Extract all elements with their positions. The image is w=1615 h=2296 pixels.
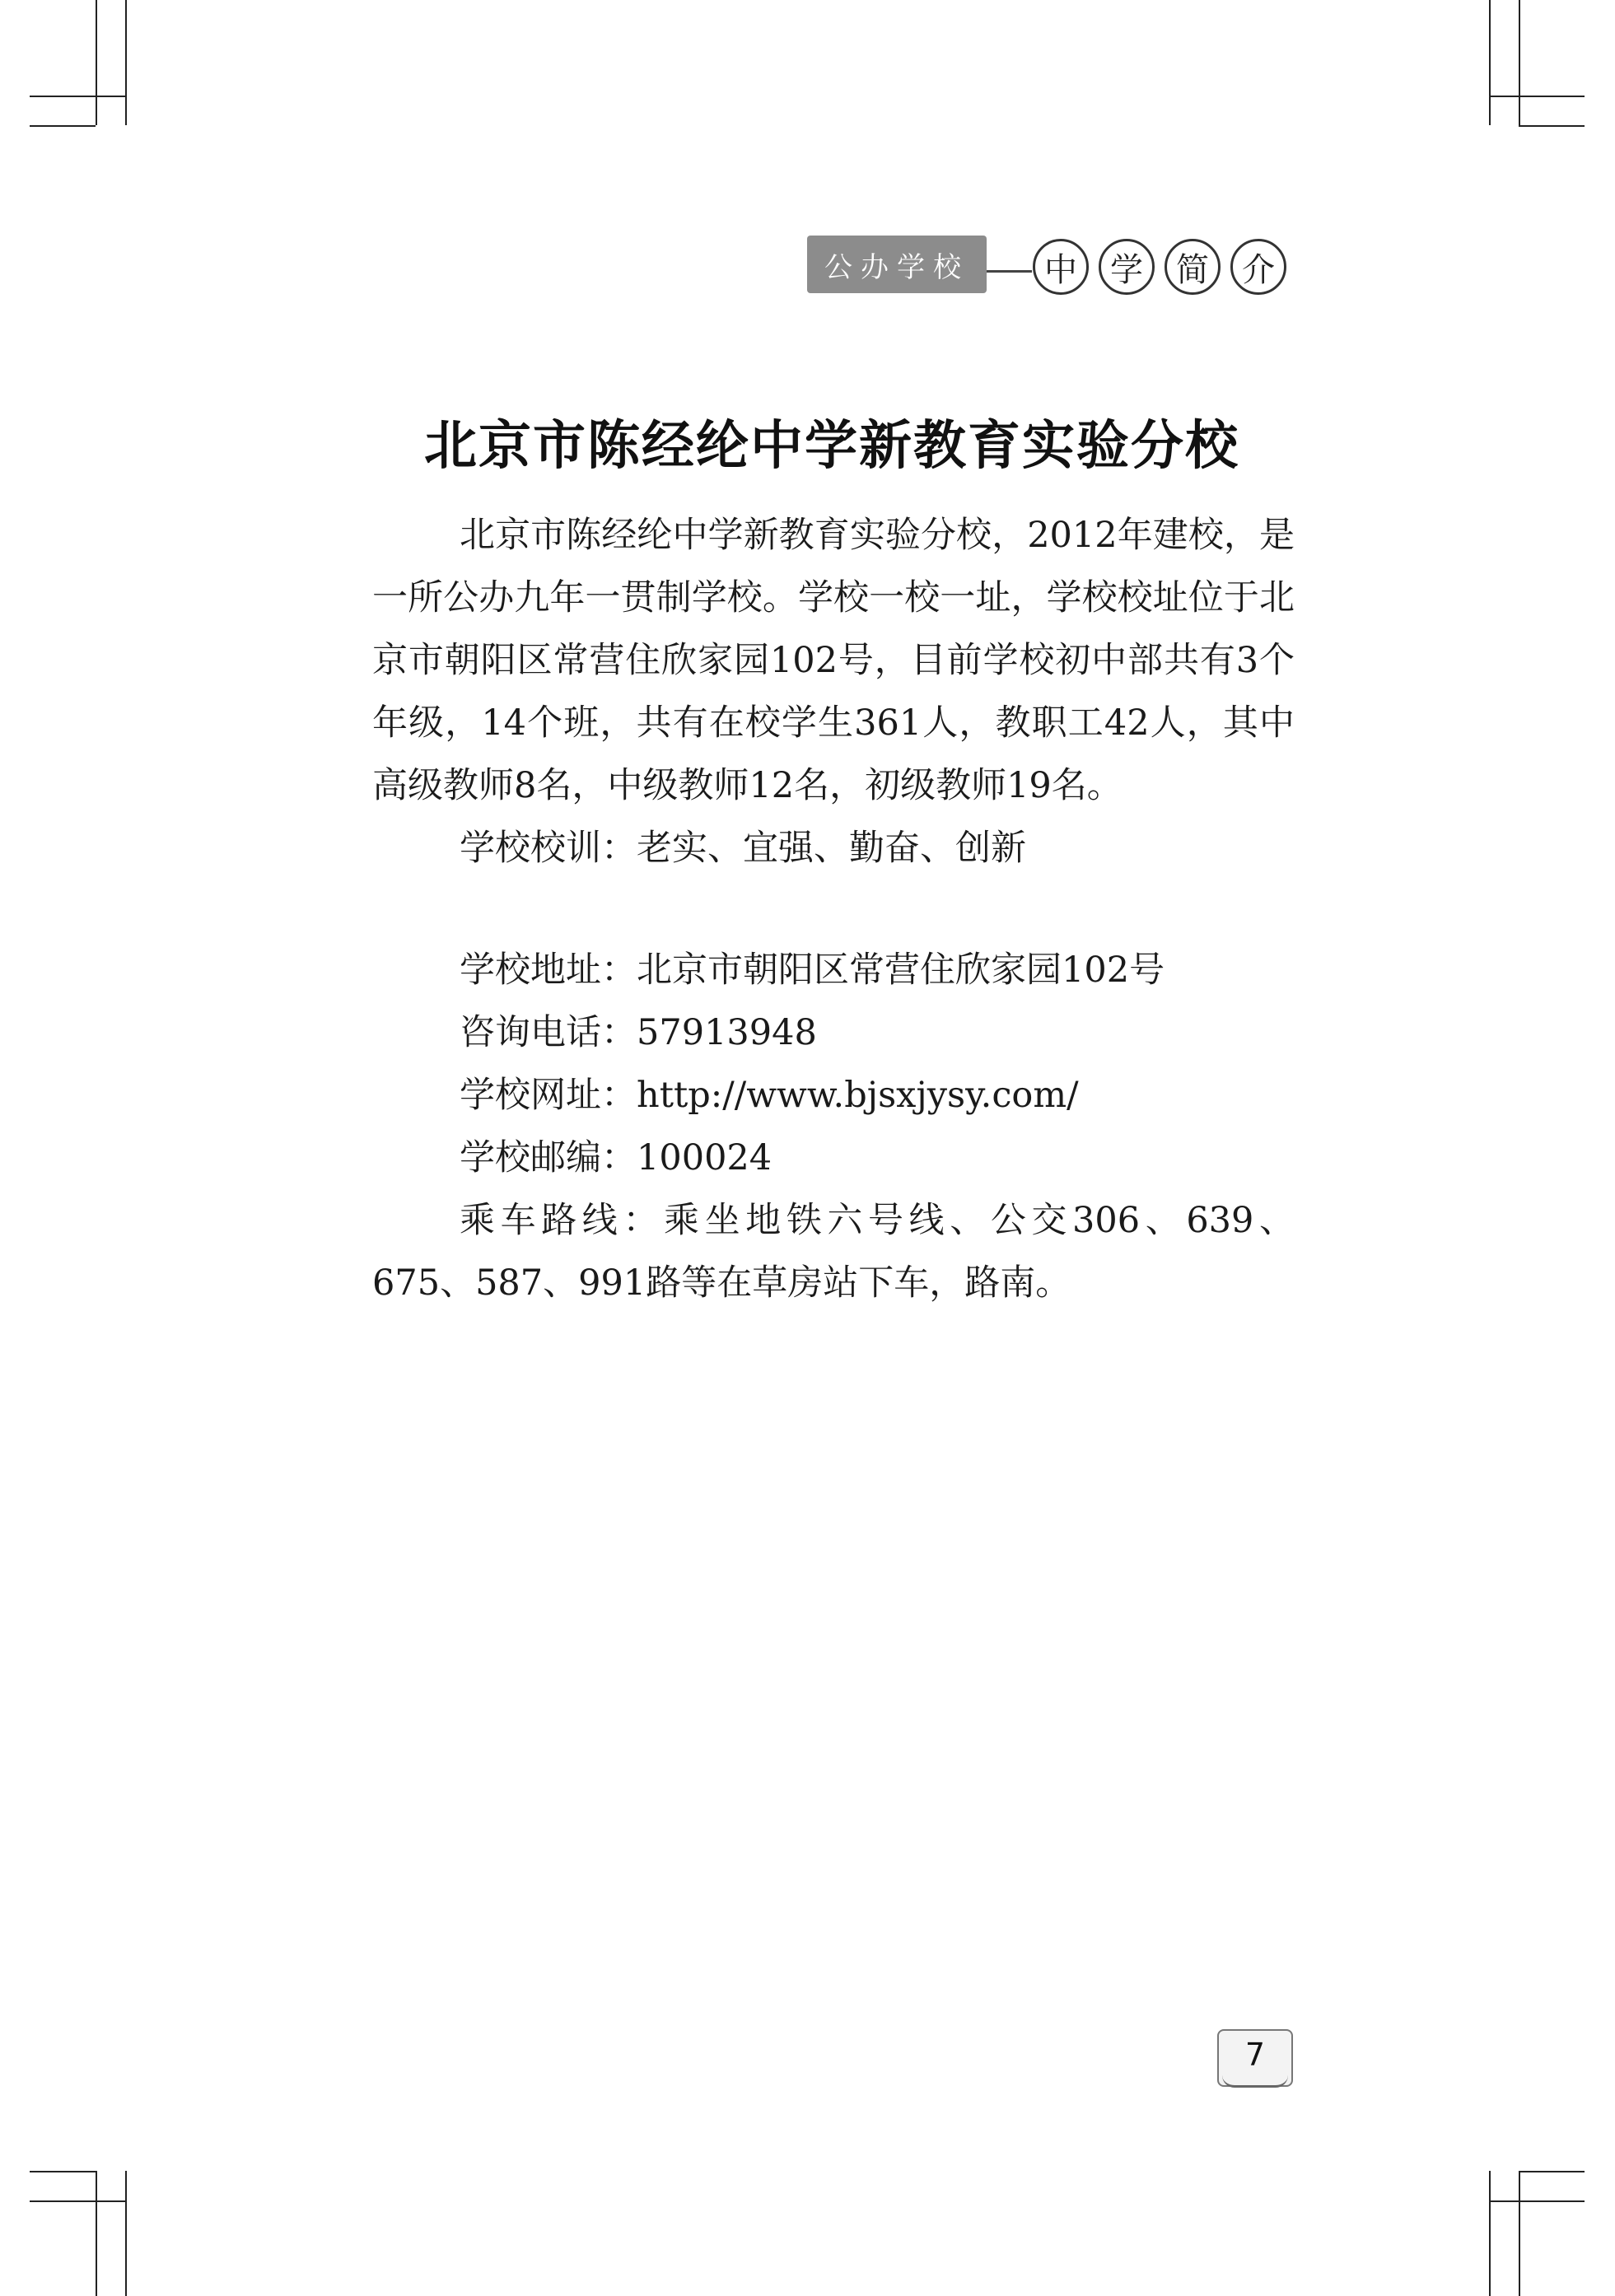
intro-paragraph: 北京市陈经纶中学新教育实验分校，2012年建校，是一所公办九年一贯制学校。学校一校一址，学校校址位于北京市朝阳区常营住欣家园102号，目前学校初中部共有3个年级，14个班，共有在校学生361人，教职工42人，其中高级教师8名，中级教师12名，初级教师19名。: [372, 515, 1295, 806]
crop-mark: [30, 2200, 125, 2202]
crop-mark: [1489, 0, 1491, 125]
page-number: 7: [1244, 2037, 1266, 2073]
crop-mark: [96, 0, 97, 125]
spacer: [372, 880, 1295, 939]
crop-mark: [1519, 2171, 1520, 2296]
info-phone: 咨询电话：57913948: [460, 1012, 817, 1053]
crop-mark: [30, 96, 125, 97]
crop-mark: [125, 2171, 127, 2296]
info-transport: 乘车路线：乘坐地铁六号线、公交306、639、675、587、991路等在草房站下车，路南。: [372, 1200, 1295, 1304]
page-title: 北京市陈经纶中学新教育实验分校: [424, 416, 1239, 477]
book-title-char: 简: [1165, 239, 1221, 295]
crop-mark: [96, 2171, 97, 2296]
crop-mark: [1519, 2171, 1585, 2172]
crop-mark: [1519, 125, 1585, 127]
book-title-char: 中: [1033, 239, 1089, 295]
school-motto: 学校校训：老实、宜强、勤奋、创新: [460, 828, 1026, 869]
info-website: 学校网址：http://www.bjsxjysy.com/: [460, 1075, 1079, 1116]
crop-mark: [1489, 2200, 1585, 2202]
header-divider: [987, 270, 1032, 273]
book-title-char: 学: [1099, 239, 1155, 295]
info-postcode: 学校邮编：100024: [460, 1137, 772, 1178]
section-tag: 公办学校: [807, 236, 987, 293]
article-body: [372, 504, 1295, 1314]
info-address: 学校地址：北京市朝阳区常营住欣家园102号: [460, 950, 1165, 991]
crop-mark: [1489, 2171, 1491, 2296]
crop-mark: [1519, 0, 1520, 125]
crop-mark: [125, 0, 127, 125]
crop-mark: [30, 125, 96, 127]
crop-mark: [1489, 96, 1585, 97]
crop-mark: [30, 2171, 96, 2172]
book-title-char: 介: [1230, 239, 1286, 295]
